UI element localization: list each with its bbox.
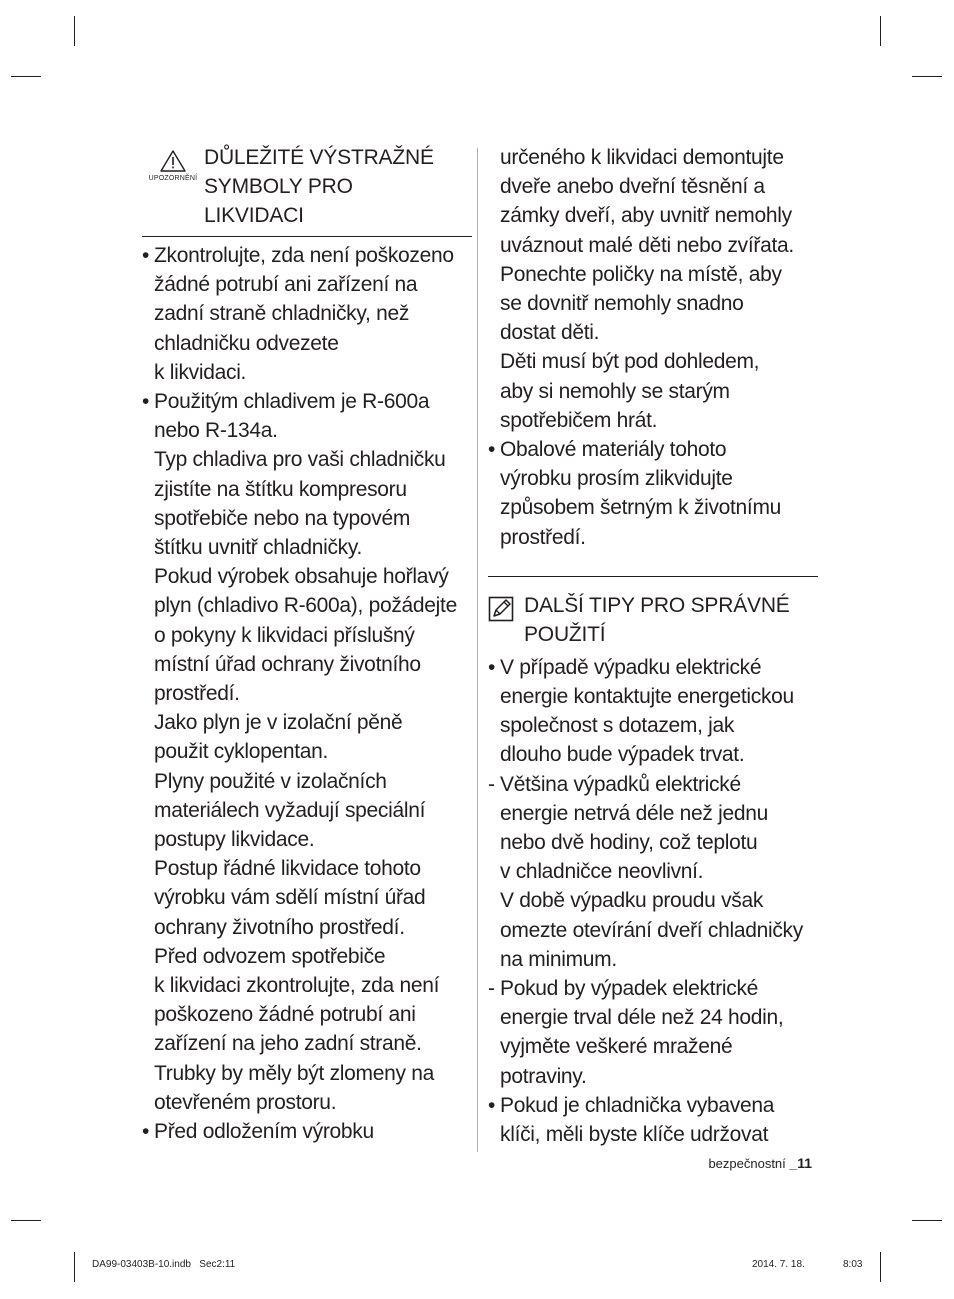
right-list-top <box>488 435 818 552</box>
list-item <box>488 1091 818 1149</box>
list-item <box>488 770 818 974</box>
dash-bullet: - <box>488 977 495 1001</box>
list-item-text: V případě výpadku elektrické energie kontaktujte energetickou společnost s dotazem, jak dlouho bude výpadek trvat. <box>500 655 794 767</box>
continuation-text <box>488 143 818 435</box>
bullet: • <box>142 1120 150 1144</box>
warning-heading <box>142 143 472 237</box>
section-title: DŮLEŽITÉ VÝSTRAŽNÉ SYMBOLY PRO LIKVIDACI <box>204 146 434 227</box>
right-column <box>488 143 818 1149</box>
note-heading <box>488 591 818 649</box>
page-number: _11 <box>789 1155 812 1171</box>
note-pencil-icon <box>488 596 514 622</box>
list-item-text: Většina výpadků elektrické energie netrvá déle než jednu nebo dvě hodiny, což teplotu v chladničce neovlivní. V době výpadku proudu však omezte otevírání dveří chladničky na minimum. <box>500 772 803 971</box>
right-list-note <box>488 653 818 1149</box>
bullet: • <box>488 655 496 679</box>
footer-section: bezpečnostní <box>708 1156 786 1171</box>
bullet: • <box>142 390 150 414</box>
dash-bullet: - <box>488 772 495 796</box>
slug-date: 2014. 7. 18. <box>752 1259 805 1270</box>
crop-mark <box>11 76 41 77</box>
list-item <box>488 974 818 1091</box>
list-item-text: Pokud je chladnička vybavena klíči, měli byste klíče udržovat <box>500 1093 775 1147</box>
slug-file: DA99-03403B-10.indb Sec2:11 <box>92 1259 236 1270</box>
warning-symbol <box>142 143 204 182</box>
bullet: • <box>142 244 150 267</box>
list-item <box>142 387 472 1117</box>
crop-mark <box>74 16 75 46</box>
list-item-text: Zkontrolujte, zda není poškozeno žádné potrubí ani zařízení na zadní straně chladničky, než chladničku odvezete k likvidaci. <box>154 244 454 384</box>
bullet: • <box>488 1093 496 1117</box>
left-list <box>142 241 472 1146</box>
continuation-paragraph: určeného k likvidaci demontujte dveře anebo dveřní těsnění a zámky dveří, aby uvnitř nemohly uváznout malé děti nebo zvířata. Ponechte poličky na místě, aby se dovnitř nemohly snadno dostat děti. Děti musí být pod dohledem, aby si nemohly se starým spotřebičem hrát. <box>500 146 794 432</box>
column-divider <box>477 148 478 1152</box>
page-footer <box>708 1155 812 1171</box>
list-item-text: Obalové materiály tohoto výrobku prosím zlikvidujte způsobem šetrným k životnímu prostředí. <box>500 438 782 549</box>
note-title: DALŠÍ TIPY PRO SPRÁVNÉ POUŽITÍ <box>524 593 790 646</box>
warning-label: UPOZORNĚNÍ <box>148 175 198 182</box>
list-item <box>142 1117 472 1146</box>
slug-time: 8:03 <box>843 1259 863 1270</box>
list-item <box>488 435 818 552</box>
crop-mark <box>912 1220 942 1221</box>
list-item-text: Pokud by výpadek elektrické energie trval déle než 24 hodin, vyjměte veškeré mražené potraviny. <box>500 977 784 1088</box>
left-column <box>142 143 472 1146</box>
crop-mark <box>880 16 881 46</box>
crop-mark <box>74 1252 75 1282</box>
crop-mark <box>11 1220 41 1221</box>
crop-mark <box>912 76 942 77</box>
note-rule <box>488 576 818 577</box>
list-item-text: Použitým chladivem je R-600a nebo R-134a. Typ chladiva pro vaši chladničku zjistíte na štítku kompresoru spotřebiče nebo na typovém štítku uvnitř chladničky. Pokud výrobek obsahuje hořlavý plyn (chladivo R-600a), požádejte o pokyny k likvidaci příslušný místní úřad ochrany životního prostředí. Jako plyn je v izolační pěně použit cyklopentan. Plyny použité v izolačních materiálech vyžadují speciální postupy likvidace. Postup řádné likvidace tohoto výrobku vám sdělí místní úřad ochrany životního prostředí. Před odvozem spotřebiče k likvidaci zkontrolujte, zda není poškozeno žádné potrubí ani zařízení na jeho zadní straně. Trubky by měly být zlomeny na otevřeném prostoru. <box>154 390 457 1114</box>
list-item <box>142 241 472 387</box>
bullet: • <box>488 438 496 462</box>
list-item <box>488 653 818 770</box>
note-symbol <box>488 591 524 627</box>
list-item-text: Před odložením výrobku <box>154 1120 374 1144</box>
crop-mark <box>880 1252 881 1282</box>
warning-triangle-icon <box>159 149 187 173</box>
